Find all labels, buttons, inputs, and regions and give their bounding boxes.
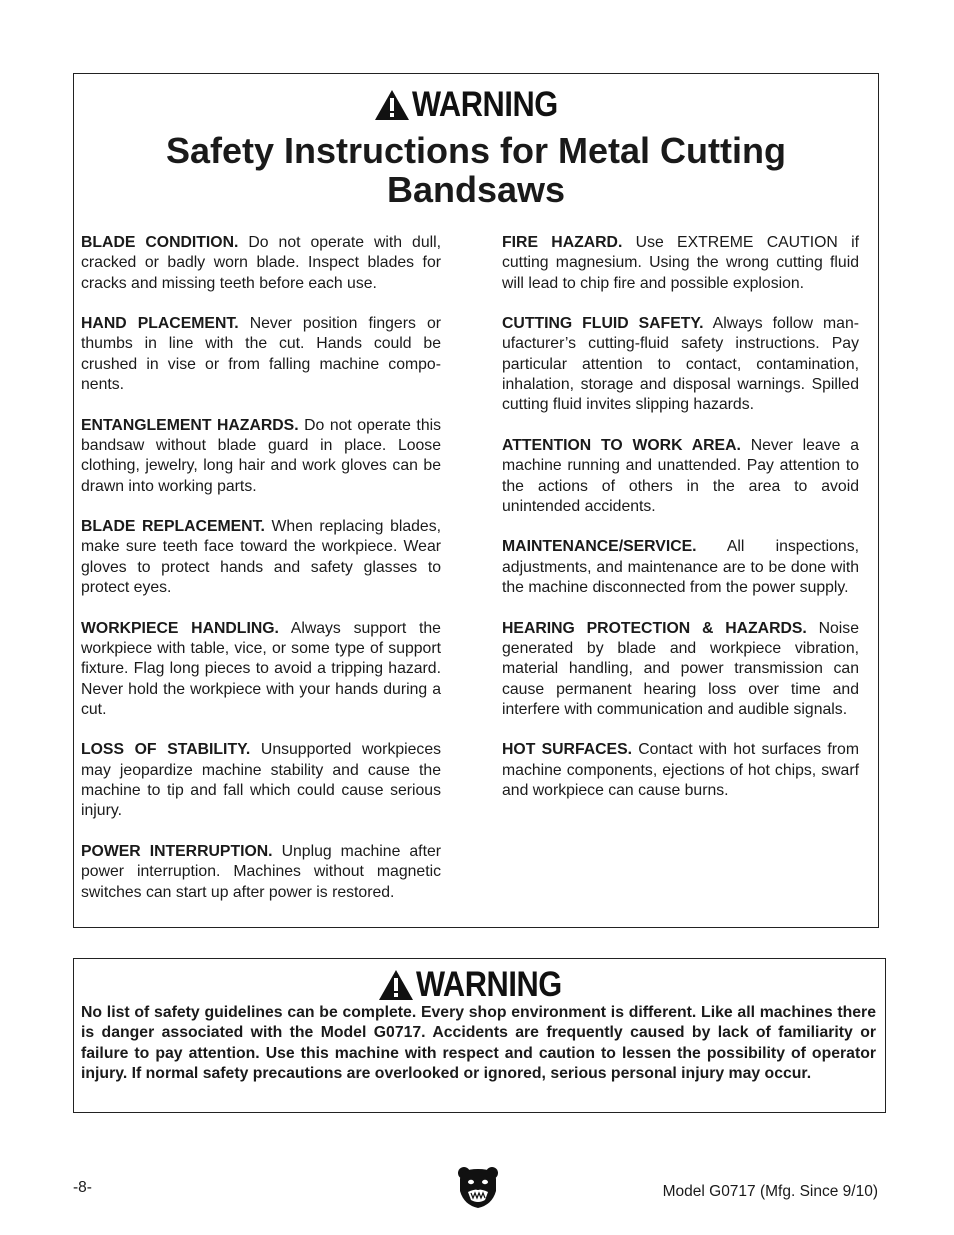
bear-head-logo-icon (456, 1165, 500, 1209)
instruction-item (502, 233, 859, 294)
warning-label: WARNING (412, 85, 558, 124)
title-line-2: Bandsaws (386, 169, 566, 210)
instruction-item (502, 436, 859, 517)
warning-triangle-icon (378, 969, 414, 1001)
instruction-item (502, 619, 859, 720)
instruction-item (81, 416, 441, 497)
instruction-heading: MAINTENANCE/SERVICE. (502, 538, 697, 556)
instruction-item (502, 314, 859, 415)
instruction-heading: LOSS OF STABILITY. (81, 741, 251, 759)
left-column (81, 233, 441, 923)
right-column (502, 233, 859, 822)
instruction-text: Always support the workpiece with table, vice, or some type of support fixture. Flag long pieces to avoid a tripping hazard. Never hold the workpiece with your hands during a cut. (81, 619, 441, 718)
instruction-item (81, 233, 441, 294)
instruction-item (81, 740, 441, 821)
safety-instructions-box (73, 73, 879, 928)
instruction-text: Never position fingers or thumbs in line with the cut. Hands could be crushed in vise or from falling machine components. (81, 315, 441, 394)
general-warning-box (73, 958, 886, 1113)
instruction-heading: BLADE CONDITION. (81, 234, 239, 251)
instruction-heading: POWER INTERRUPTION. (81, 842, 273, 860)
instruction-item (502, 740, 859, 801)
instruction-heading: HEARING PROTECTION & HAZARDS. (502, 619, 807, 637)
instruction-heading: WORKPIECE HANDLING. (81, 619, 279, 637)
instruction-heading: BLADE REPLACEMENT. (81, 518, 265, 536)
instruction-item (81, 517, 441, 598)
instruction-heading: HOT SURFACES. (502, 741, 632, 759)
instruction-text: Unplug machine after power interruption. Machines without magnetic switches can start up after power is restored. (81, 842, 442, 901)
instruction-heading: HAND PLACEMENT. (81, 315, 239, 333)
warning-triangle-icon (374, 89, 410, 121)
instruction-text: Unsupported workpieces may jeopardize machine stability and cause the machine to tip and fall which could cause serious injury. (81, 741, 441, 820)
instruction-text: Use EXTREME CAUTION if cutting magnesium. Using the wrong cutting fluid will lead to chip fire and possible explosion. (502, 234, 860, 292)
instruction-text: Always follow manufacturer’s cutting-fluid safety instructions. Pay particular attention to contact, contamination, inhalation, storage and disposal warnings. Spilled cutting fluid invites slipping hazards. (502, 315, 859, 414)
instruction-text: Noise generated by blade and workpiece vibration, material handling, and power transmission can cause permanent hearing loss over time and interfere with communication and audible signals. (502, 619, 859, 718)
instruction-text: Do not operate this bandsaw without blade guard in place. Loose clothing, jewelry, long hair and work gloves can be drawn into working parts. (81, 416, 442, 495)
instruction-heading: CUTTING FLUID SAFETY. (502, 315, 704, 333)
instruction-item (81, 842, 441, 903)
page-number: -8- (73, 1179, 92, 1196)
instruction-heading: FIRE HAZARD. (502, 234, 623, 251)
warning-body: No list of safety guidelines can be complete. Every shop environment is different. Like all machines there is danger associated with the Model G0717. Accidents are frequently caused by lack of familiarity or failure to pay attention. Use this machine with respect and caution to lessen the possibility of operator injury. If normal safety precautions are overlooked or ignored, serious personal injury may occur. (81, 1004, 876, 1082)
page-title (74, 131, 878, 209)
instruction-text: Never leave a machine running and unattended. Pay attention to the actions of others in the area to avoid unintended accidents. (502, 436, 859, 515)
instruction-item (81, 314, 441, 395)
instruction-heading: ATTENTION TO WORK AREA. (502, 436, 741, 454)
warning-header (74, 967, 885, 1002)
instruction-heading: ENTANGLEMENT HAZARDS. (81, 416, 299, 434)
instruction-text: Do not operate with dull, cracked or badly worn blade. Inspect blades for cracks and missing teeth before each use. (81, 234, 442, 292)
model-label: Model G0717 (Mfg. Since 9/10) (662, 1183, 878, 1200)
instruction-text: All inspections, adjustments, and maintenance are to be done with the machine disconnected from the power supply. (502, 538, 859, 597)
instruction-text: When replacing blades, make sure teeth face toward the workpiece. Wear gloves to protect hands and safety glasses to protect eyes. (81, 518, 442, 597)
instruction-item (502, 537, 859, 598)
warning-header (74, 87, 878, 122)
instruction-text: Contact with hot surfaces from machine components, ejections of hot chips, swarf and workpiece can cause burns. (502, 741, 859, 800)
title-line-1: Safety Instructions for Metal Cutting (165, 130, 787, 171)
instruction-item (81, 619, 441, 720)
warning-label: WARNING (415, 965, 562, 1004)
